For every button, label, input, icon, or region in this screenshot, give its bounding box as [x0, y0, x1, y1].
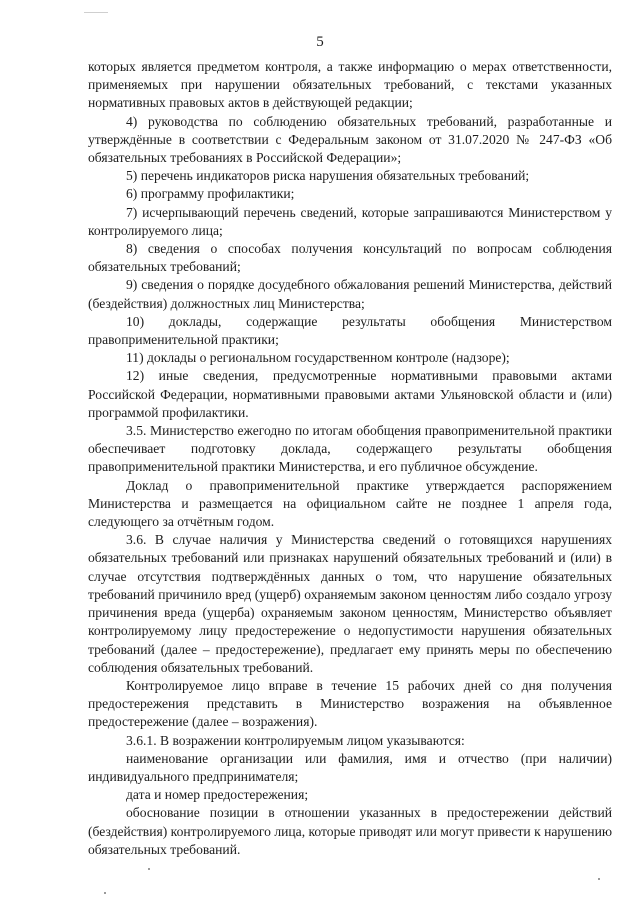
objection-item-name: наименование организации или фамилия, имя и отчество (при наличии) индивидуального предпринимателя;	[88, 750, 612, 784]
list-item-7: 7) исчерпывающий перечень сведений, которые запрашиваются Министерством у контролируемого лица;	[88, 204, 612, 238]
list-item-11: 11) доклады о региональном государственном контроле (надзоре);	[126, 350, 510, 366]
paragraph-continuation: которых является предметом контроля, а также информацию о мерах ответственности, применяемых при нарушении обязательных требований, с текстами указанных нормативных правовых актов в действующей редакции;	[88, 59, 612, 111]
section-3-5-paragraph: 3.5. Министерство ежегодно по итогам обобщения правоприменительной практики обеспечивает подготовку доклада, содержащего результаты обобщения правоприменительной практики Министерства, и его публичное обсуждение.	[88, 423, 612, 475]
list-item-6: 6) программу профилактики;	[126, 186, 295, 202]
report-approval-paragraph: Доклад о правоприменительной практике утверждается распоряжением Министерства и размещается на официальном сайте не позднее 1 апреля года, следующего за отчётным годом.	[88, 477, 612, 530]
scan-artifact-line	[84, 12, 108, 13]
document-body	[88, 58, 612, 859]
page-number: 5	[316, 34, 324, 50]
objection-item-justification: обоснование позиции в отношении указанных в предостережении действий (бездействия) контролируемого лица, которые приводят или могут привести к нарушению обязательных требований.	[88, 805, 613, 857]
scan-dot	[104, 892, 106, 894]
scan-dot	[148, 868, 150, 870]
objection-right-paragraph: Контролируемое лицо вправе в течение 15 рабочих дней со дня получения предостережения представить в Министерство возражения на объявленное предостережение (далее – возражения).	[88, 677, 612, 730]
section-3-6-paragraph: 3.6. В случае наличия у Министерства сведений о готовящихся нарушениях обязательных требований или признаках нарушений обязательных требований и (или) в случае отсутствия подтверждённых данных о том, что нарушение обязательных требований причинило вред (ущерб) охраняемым законом ценностям либо создало угрозу причинения вреда (ущерба) охраняемым законом ценностям, Министерство объявляет контролируемому лицу предостережение о недопустимости нарушения обязательных требований (далее – предостережение), предлагает ему принять меры по обеспечению соблюдения обязательных требований.	[88, 532, 612, 675]
objection-item-date: дата и номер предостережения;	[126, 787, 309, 803]
list-item-12: 12) иные сведения, предусмотренные нормативными правовыми актами Российской Федерации, нормативными правовыми актами Ульяновской области и (или) программой профилактики.	[88, 368, 612, 420]
list-item-5: 5) перечень индикаторов риска нарушения обязательных требований;	[126, 168, 530, 184]
list-item-9: 9) сведения о порядке досудебного обжалования решений Министерства, действий (бездействия) должностных лиц Министерства;	[88, 277, 612, 311]
list-item-4: 4) руководства по соблюдению обязательных требований, разработанные и утверждённые в соответствии с Федеральным законом от 31.07.2020 № 247-ФЗ «Об обязательных требованиях в Российской Федерации»;	[88, 113, 612, 166]
section-3-6-1-paragraph: 3.6.1. В возражении контролируемым лицом указываются:	[126, 732, 465, 748]
scan-dot	[598, 878, 600, 880]
list-item-8: 8) сведения о способах получения консультаций по вопросам соблюдения обязательных требований;	[88, 241, 612, 275]
list-item-10: 10) доклады, содержащие результаты обобщения Министерством правоприменительной практики;	[88, 313, 612, 348]
